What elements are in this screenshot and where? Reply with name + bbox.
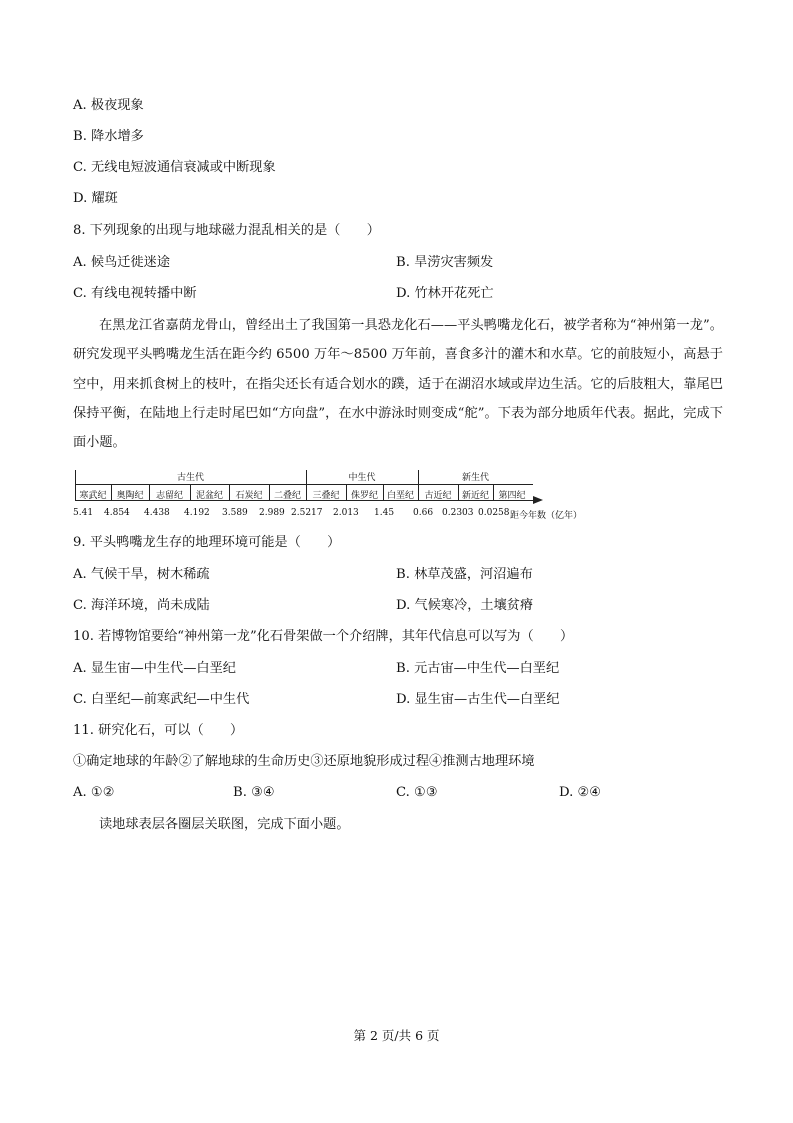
age-label: 4.438 bbox=[144, 508, 170, 518]
q8-stem: 8. 下列现象的出现与地球磁力混乱相关的是（ ） bbox=[73, 223, 380, 238]
q9-option-a: A. 气候干旱，树木稀疏 bbox=[73, 567, 210, 582]
material-paragraph: 在黑龙江省嘉荫龙骨山，曾经出土了我国第一具恐龙化石——平头鸭嘴龙化石，被学者称为“神州第一龙”。研究发现平头鸭嘴龙生活在距今约 6500 万年～8500 万年前，喜食多汁的灌木和水草。它的前肢短小，高悬于空中，用来抓食树上的枝叶，在指尖还长有适合划水的蹼，适于在湖沼水域或岸边生活。它的后肢粗大，靠尾巴保持平衡，在陆地上行走时尾巴如“方向盘”，在水中游泳时则变成“舵”。下表为部分地质年代表。据此，完成下面小题。 bbox=[73, 318, 723, 451]
age-label: 0.0258 bbox=[478, 508, 510, 518]
next-question-intro: 读地球表层各圈层关联图，完成下面小题。 bbox=[99, 817, 350, 832]
q11-option-a: A. ①② bbox=[73, 785, 115, 800]
q9-option-b: B. 林草茂盛，河沼遍布 bbox=[396, 567, 533, 582]
q9-stem: 9. 平头鸭嘴龙生存的地理环境可能是（ ） bbox=[73, 535, 341, 550]
period-label: 新近纪 bbox=[461, 491, 489, 501]
period-label: 奥陶纪 bbox=[116, 491, 144, 501]
q11-statements: ①确定地球的年龄②了解地球的生命历史③还原地貌形成过程④推测古地理环境 bbox=[73, 754, 535, 769]
age-label: 3.589 bbox=[222, 508, 248, 518]
period-label: 二叠纪 bbox=[273, 491, 301, 501]
era-label: 中生代 bbox=[348, 473, 376, 483]
period-label: 第四纪 bbox=[498, 491, 526, 501]
age-label: 0.66 bbox=[413, 508, 434, 518]
age-label: 2.5217 bbox=[291, 508, 323, 518]
period-label: 石炭纪 bbox=[235, 491, 263, 501]
period-label: 古近纪 bbox=[424, 491, 452, 501]
period-label: 志留纪 bbox=[155, 491, 183, 501]
age-label: 2.013 bbox=[333, 508, 359, 518]
page-footer: 第 2 页/共 6 页 bbox=[353, 1028, 440, 1043]
q8-option-c: C. 有线电视转播中断 bbox=[73, 286, 197, 301]
era-label: 古生代 bbox=[176, 473, 204, 483]
axis-label: 距今年数（亿年） bbox=[510, 511, 583, 521]
timeline-arrow bbox=[533, 496, 543, 504]
q10-option-a: A. 显生宙—中生代—白垩纪 bbox=[73, 661, 236, 676]
q7-option-c: C. 无线电短波通信衰减或中断现象 bbox=[73, 160, 276, 175]
q7-option-b: B. 降水增多 bbox=[73, 129, 144, 144]
q9-option-c: C. 海洋环境，尚未成陆 bbox=[73, 598, 210, 613]
period-label: 白垩纪 bbox=[386, 491, 414, 501]
q8-option-b: B. 旱涝灾害频发 bbox=[396, 255, 494, 270]
era-divider-line bbox=[75, 484, 533, 485]
q10-option-d: D. 显生宙—古生代—白垩纪 bbox=[396, 692, 560, 707]
q9-option-d: D. 气候寒冷，土壤贫瘠 bbox=[396, 598, 534, 613]
q11-option-d: D. ②④ bbox=[559, 785, 602, 800]
q7-option-a: A. 极夜现象 bbox=[73, 98, 144, 113]
period-label: 泥盆纪 bbox=[195, 491, 223, 501]
geologic-timeline bbox=[73, 470, 593, 522]
q10-option-c: C. 白垩纪—前寒武纪—中生代 bbox=[73, 692, 250, 707]
q8-option-a: A. 候鸟迁徙迷途 bbox=[73, 255, 171, 270]
age-label: 4.192 bbox=[184, 508, 210, 518]
q10-stem: 10. 若博物馆要给“神州第一龙”化石骨架做一个介绍牌，其年代信息可以写为（ ） bbox=[73, 629, 574, 644]
q10-option-b: B. 元古宙—中生代—白垩纪 bbox=[396, 661, 560, 676]
age-label: 0.2303 bbox=[442, 508, 474, 518]
q7-option-d: D. 耀斑 bbox=[73, 191, 118, 206]
period-label: 寒武纪 bbox=[79, 491, 107, 501]
age-label: 2.989 bbox=[259, 508, 285, 518]
q11-option-b: B. ③④ bbox=[233, 785, 275, 800]
age-label: 4.854 bbox=[104, 508, 130, 518]
age-label: 5.41 bbox=[73, 508, 94, 518]
q8-option-d: D. 竹林开花死亡 bbox=[396, 286, 494, 301]
q11-stem: 11. 研究化石，可以（ ） bbox=[73, 723, 244, 738]
q11-option-c: C. ①③ bbox=[396, 785, 438, 800]
period-label: 三叠纪 bbox=[312, 491, 340, 501]
age-label: 1.45 bbox=[374, 508, 395, 518]
period-label: 侏罗纪 bbox=[350, 491, 378, 501]
era-label: 新生代 bbox=[461, 473, 489, 483]
